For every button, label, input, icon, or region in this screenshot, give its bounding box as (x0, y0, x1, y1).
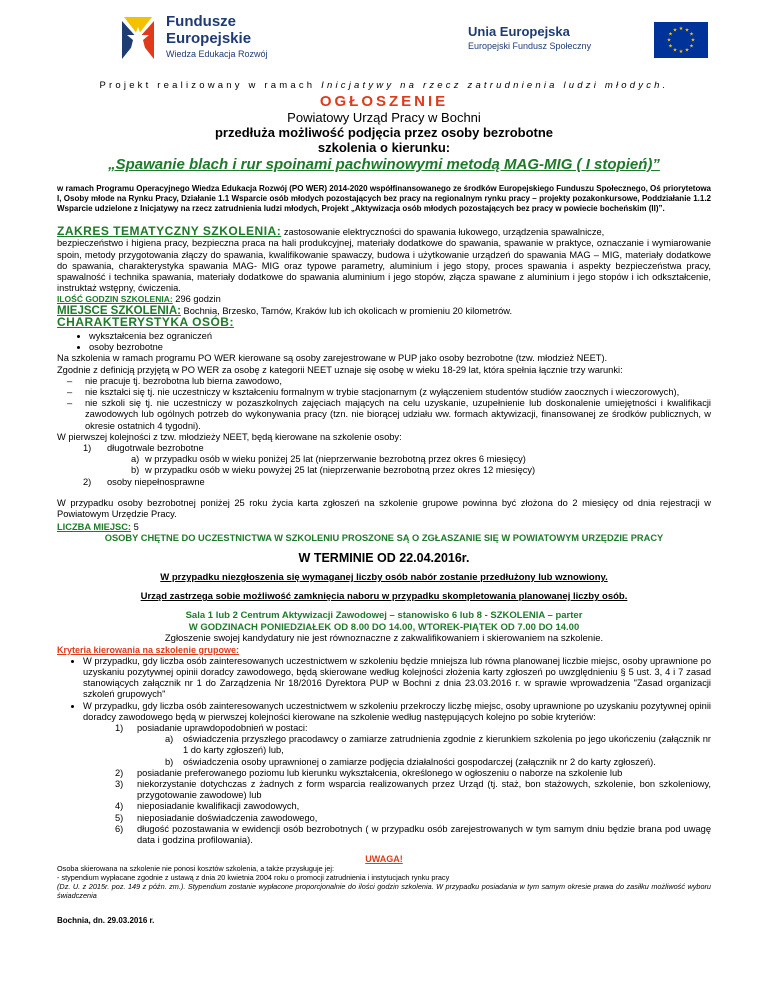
document-date: Bochnia, dn. 29.03.2016 r. (57, 915, 155, 925)
svg-text:★: ★ (684, 27, 690, 34)
svg-text:★: ★ (668, 43, 673, 50)
deadline: W TERMINIE OD 22.04.2016r. (298, 550, 470, 565)
fe-logo-line2: Europejskie (166, 30, 252, 47)
extension-line: przedłuża możliwość podjęcia przez osoby bezrobotne (214, 125, 554, 141)
extension-notice: W przypadku niezgłoszenia się wymaganej liczby osób nabór zostanie przedłużony lub wznowiony. (160, 571, 608, 583)
svg-text:★: ★ (668, 31, 673, 38)
apply-notice: OSOBY CHĘTNE DO UCZESTNICTWA W SZKOLENIU PROSZONE SĄ O ZGŁASZANIE SIĘ W POWIATOWYM URZĘDZIE PRACY (104, 533, 664, 544)
fundusze-europejskie-logo (118, 13, 288, 63)
list-item: – nie kształci się tj. nie uczestniczy w kształceniu formalnym w trybie stacjonarnym (z wyłączeniem studentów studiów zaocznych i wieczorowych), (85, 387, 711, 398)
hours-info: W GODZINACH PONIEDZIAŁEK OD 8.00 DO 14.00, WTOREK-PIĄTEK OD 7.00 DO 14.00 (188, 621, 580, 633)
attention-text-2b: (Dz. U. z 2015r. poz. 149 z późn. zm.). Stypendium zostanie wypłacone proporcjonalnie do ilości godzin szkolenia. W przypadku posiadania w tym samym okresie prawa do zasiłku możliwość wyboru świadczenia (57, 881, 711, 900)
criteria-sub-3: niekorzystanie dotychczas z żadnych z form wsparcia realizowanych przez Urząd (tj. staż, bon stażowych, szkolenie, bon szkoleniowy, przygotowanie zawodowe) lub (137, 778, 711, 801)
course-title: „Spawanie blach i rur spoinami pachwinowymi metodą MAG-MIG ( I stopień)” (108, 156, 660, 174)
svg-text:★: ★ (672, 47, 678, 54)
svg-text:★: ★ (678, 49, 684, 55)
project-line-a: Projekt realizowany w ramach (99, 80, 322, 91)
attention-text-1: Osoba skierowana na szkolenie nie ponosi kosztów szkolenia, a także przysługuje jej: (57, 864, 335, 874)
application-disclaimer: Zgłoszenie swojej kandydatury nie jest równoznaczne z zakwalifikowaniem i skierowaniem na szkolenie. (164, 633, 604, 645)
program-intro: w ramach Programu Operacyjnego Wiedza Edukacja Rozwój (PO WER) 2014-2020 współfinansowanego ze środków Europejskiego Funduszu Społecznego, Oś priorytetowa I, Osoby młode na Rynku Pracy, Działanie 1.1 Wsparcie osób młodych pozostających bez pracy na regionalnym rynku pracy – projekty pozakonkursowe, Poddziałanie 1.1.2 Wsparcie udzielone z Inicjatywy na rzecz zatrudnienia ludzi młodych, Projekt „Aktywizacja osób młodych pozostających bez pracy w powiecie bocheńskim (II)”. (57, 184, 711, 214)
neet-paragraph-1: Na szkolenia w ramach programu PO WER kierowane są osoby zarejestrowane w PUP jako osoby bezrobotne (tzw. młodzież NEET). (57, 353, 608, 364)
criteria-item-1: • W przypadku, gdy liczba osób zainteresowanych uczestnictwem w szkoleniu będzie mniejsza lub równa planowanej liczbie miejsc, osoby uprawnione po uzyskaniu pozytywnej opinii doradcy zawodowego, będą skierowane według kolejności złożenia karty zgłoszeń po uwzględnieniu § 5 ust. 3, 4 i 7 zasad stanowiących załącznik nr 1 do Zarządzenia Nr 18/2016 Dyrektora PUP w Bochni z dnia 23.03.2016 r. w sprawie wprowadzenia "Zasad organizacji szkoleń grupowych" (83, 656, 711, 701)
hours-heading: ILOŚĆ GODZIN SZKOLENIA: (57, 294, 173, 305)
neet-conditions-list (57, 376, 711, 432)
priority-item-1b: w przypadku osób w wieku powyżej 25 lat (nieprzerwanie bezrobotną przez okres 12 miesięcy) (145, 465, 536, 476)
svg-text:★: ★ (684, 47, 690, 54)
svg-text:★: ★ (690, 37, 696, 44)
place-heading: MIEJSCE SZKOLENIA: (57, 304, 181, 317)
svg-text:★: ★ (678, 26, 684, 32)
course-direction-label: szkolenia o kierunku: (317, 140, 451, 156)
priority-list: 1) długotrwale bezrobotne (83, 443, 204, 454)
scope-heading: ZAKRES TEMATYCZNY SZKOLENIA: (57, 224, 282, 239)
places-heading: LICZBA MIEJSC: (57, 522, 132, 533)
announcement-document: Projekt realizowany w ramach Inicjatywy na rzecz zatrudnienia ludzi młodych. OGŁOSZENIE Powiatowy Urząd Pracy w Bochni przedłuża możliwość podjęcia przez osoby bezrobotne szkolenia o kierunku: „Spawanie blach i rur spoinami pachwinowymi metodą MAG-MIG ( I stopień)” w ramach Programu Operacyjnego Wiedza Edukacja Rozwój (PO WER) 2014-2020 współfinansowanego ze środków Europejskiego Funduszu Społecznego, Oś priorytetowa I, Osoby młode na Rynku Pracy, Działanie 1.1 Wsparcie osób młodych pozostających bez pracy na regionalnym rynku pracy – projekty pozakonkursowe, Poddziałanie 1.1.2 Wsparcie udzielone z Inicjatywy na rzecz zatrudnienia ludzi młodych, Projekt „Aktywizacja osób młodych pozostających bez pracy w powiecie bocheńskim (II)”. ZAKRES TEMATYCZNY SZKOLENIA: zastosowanie elektryczności do spawania łukowego, urządzenia spawalnicze, bezpieczeństwo i higiena pracy, bezpieczna praca na hali produkcyjnej, materiały dodatkowe do spawania, spawanie w praktyce, oznaczanie i wymiarowanie spoin, metody przygotowania złączy do spawania, kwalifikowanie spawaczy, budowa i użytkowanie urządzeń do spawania MAG – MIG, materiały dodatkowe do spawania, charakterystyka spawania MAG- MIG oraz typowe parametry, aluminium i jego stopy, proces spawania i aspekty bezpieczeństwa pracy, spawalność i technika spawania, materiały dodatkowe do spawania aluminium i jego stopów, złącza spawane z aluminium i jego stopów i ich odkształcenie, instruktaż wstępny, ćwiczenia. ILOŚĆ GODZIN SZKOLENIA: 296 godzin MIEJSCE SZKOLENIA: Bochnia, Brzesko, Tarnów, Kraków lub ich okolicach w promieniu 20 kilometrów. CHARAKTERYSTYKA OSÓB: • wykształcenia bez ograniczeń • osoby bezrobotne Na szkolenia w ramach programu PO WER kierowane są osoby zarejestrowane w PUP jako osoby bezrobotne (tzw. młodzież NEET). Zgodnie z definicją przyjętą w PO WER za osobę z kategorii NEET uznaje się osobę w wieku 18-29 lat, która spełnia łącznie trzy warunki: – nie pracuje tj. bezrobotna lub bierna zawodowo, – nie kształci się tj. nie uczestniczy w kształceniu formalnym w trybie stacjonarnym (z wyłączeniem studentów studiów zaocznych i wieczorowych), – nie szkoli się tj. nie uczestniczy w pozaszkolnych zajęciach mających na celu uzyskanie, uzupełnienie lub doskonalenie umiejętności i kwalifikacji zawodowych lub ogólnych potrzeb do wykonywania pracy (tzn. nie biorącej udziału ww. formach aktywizacji, finansowanej ze środków publicznych, w okresie ostatnich 4 tygodni). W pierwszej kolejności z tzw. młodzieży NEET, będą kierowane na szkolenie osoby: 1) długotrwale bezrobotne a) w przypadku osób w wieku poniżej 25 lat (nieprzerwanie bezrobotną przez okres 6 miesięcy) b) w przypadku osób w wieku powyżej 25 lat (nieprzerwanie bezrobotną przez okres 12 miesięcy) 2) osoby niepełnosprawne W przypadku osoby bezrobotnej poniżej 25 roku życia karta zgłoszeń na szkolenie grupowe powinna być złożona do 2 miesięcy od dnia rejestracji w Powiatowym Urzędzie Pracy. LICZBA MIEJSC: 5 OSOBY CHĘTNE DO UCZESTNICTWA W SZKOLENIU PROSZONE SĄ O ZGŁASZANIE SIĘ W POWIATOWYM URZĘDZIE PRACY W TERMINIE OD 22.04.2016r. W przypadku niezgłoszenia się wymaganej liczby osób nabór zostanie przedłużony lub wznowiony. Urząd zastrzega sobie możliwość zamknięcia naboru w przypadku skompletowania planowanej liczby osób. Sala 1 lub 2 Centrum Aktywizacji Zawodowej – stanowisko 6 lub 8 - SZKOLENIA – parter W GODZINACH PONIEDZIAŁEK OD 8.00 DO 14.00, WTOREK-PIĄTEK OD 7.00 DO 14.00 Zgłoszenie swojej kandydatury nie jest równoznaczne z zakwalifikowaniem i skierowaniem na szkolenie. Kryteria kierowania na szkolenie grupowe: • W przypadku, gdy liczba osób zainteresowanych uczestnictwem w szkoleniu będzie mniejsza lub równa planowanej liczbie miejsc, osoby uprawnione po uzyskaniu pozytywnej opinii doradcy zawodowego, będą skierowane według kolejności złożenia karty zgłoszeń po uwzględnieniu § 5 ust. 3, 4 i 7 zasad stanowiących załącznik nr 1 do Zarządzenia Nr 18/2016 Dyrektora PUP w Bochni z dnia 23.03.2016 r. w sprawie wprowadzenia "Zasad organizacji szkoleń grupowych" • W przypadku, gdy liczba osób zainteresowanych uczestnictwem w szkoleniu przekroczy liczbę miejsc, osoby uprawnione po uzyskaniu pozytywnej opinii doradcy zawodowego będą w pierwszej kolejności kierowane na szkolenie według następujących kolejno po sobie kryteriów: 1) posiadanie uprawdopodobnień w postaci: a) oświadczenia przyszłego pracodawcy o zamiarze zatrudnienia zgodnie z kierunkiem szkolenia po jego ukończeniu (załącznik nr 1 do karty zgłoszeń) lub, b) oświadczenia osoby uprawnionej o zamiarze podjęcia działalności gospodarczej (załącznik nr 2 do karty zgłoszeń). 2) posiadanie preferowanego poziomu lub kierunku wykształcenia, określonego w ogłoszeniu o naborze na szkolenie lub 3) niekorzystanie dotychczas z żadnych z form wsparcia realizowanych przez Urząd (tj. staż, bon stażowych, szkolenie, bon szkoleniowy, przygotowanie zawodowe) lub 4) nieposiadanie kwalifikacji zawodowych, 5) nieposiadanie doświadczenia zawodowego, 6) długość pozostawania w ewidencji osób bezrobotnych ( w przypadku osób zarejestrowanych w tym samym dniu będzie brana pod uwagę data i godzina profilowania). UWAGA! Osoba skierowana na szkolenie nie ponosi kosztów szkolenia, a także przysługuje jej: - stypendium wypłacane zgodnie z ustawą z dnia 20 kwietnia 2004 roku o promocji zatrudnienia i instytucjach rynku pracy (Dz. U. z 2015r. poz. 149 z późn. zm.). Stypendium zostanie wypłacone proporcjonalnie do ilości godzin szkolenia. W przypadku posiadania w tym samym okresie prawa do zasiłku możliwość wyboru świadczenia Bochnia, dn. 29.03.2016 r. (57, 80, 711, 926)
criteria-sub-2: posiadanie preferowanego poziomu lub kierunku wykształcenia, określonego w ogłoszeniu o naborze na szkolenie lub (137, 767, 623, 778)
ue-logo-line1: Unia Europejska (468, 24, 570, 39)
page-header (0, 0, 768, 75)
criteria-heading: Kryteria kierowania na szkolenie grupowe: (57, 644, 240, 655)
project-line-b: Inicjatywy na rzecz zatrudnienia ludzi młodych. (321, 80, 669, 91)
svg-text:★: ★ (689, 43, 694, 50)
criteria-section: Kryteria kierowania na szkolenie grupowe: • W przypadku, gdy liczba osób zainteresowanych uczestnictwem w szkoleniu będzie mniejsza lub równa planowanej liczbie miejsc, osoby uprawnione po uzyskaniu pozytywnej opinii doradcy zawodowego, będą skierowane według kolejności złożenia karty zgłoszeń po uwzględnieniu § 5 ust. 3, 4 i 7 zasad stanowiących załącznik nr 1 do Zarządzenia Nr 18/2016 Dyrektora PUP w Bochni z dnia 23.03.2016 r. w sprawie wprowadzenia "Zasad organizacji szkoleń grupowych" • W przypadku, gdy liczba osób zainteresowanych uczestnictwem w szkoleniu przekroczy liczbę miejsc, osoby uprawnione po uzyskaniu pozytywnej opinii doradcy zawodowego będą w pierwszej kolejności kierowane na szkolenie według następujących kolejno po sobie kryteriów: 1) posiadanie uprawdopodobnień w postaci: a) oświadczenia przyszłego pracodawcy o zamiarze zatrudnienia zgodnie z kierunkiem szkolenia po jego ukończeniu (załącznik nr 1 do karty zgłoszeń) lub, b) oświadczenia osoby uprawnionej o zamiarze podjęcia działalności gospodarczej (załącznik nr 2 do karty zgłoszeń). 2) posiadanie preferowanego poziomu lub kierunku wykształcenia, określonego w ogłoszeniu o naborze na szkolenie lub 3) niekorzystanie dotychczas z żadnych z form wsparcia realizowanych przez Urząd (tj. staż, bon stażowych, szkolenie, bon szkoleniowy, przygotowanie zawodowe) lub 4) nieposiadanie kwalifikacji zawodowych, 5) nieposiadanie doświadczenia zawodowego, 6) długość pozostawania w ewidencji osób bezrobotnych ( w przypadku osób zarejestrowanych w tym samym dniu będzie brana pod uwagę data i godzina profilowania). (57, 645, 711, 847)
priority-item-1: długotrwale bezrobotne (107, 443, 204, 454)
svg-text:★: ★ (689, 31, 694, 38)
hours-value: 296 godzin (172, 294, 221, 305)
project-line (57, 80, 711, 91)
list-item: • osoby bezrobotne (89, 342, 711, 353)
criteria-sub-1a: oświadczenia przyszłego pracodawcy o zamiarze zatrudnienia zgodnie z kierunkiem szkolenia po jego ukończeniu (załącznik nr 1 do karty zgłoszeń) lub, (183, 734, 711, 756)
scope-paragraph-first (57, 226, 711, 238)
neet-paragraph-2: Zgodnie z definicją przyjętą w PO WER za osobę z kategorii NEET uznaje się osobę w wieku 18-29 lat, która spełnia łącznie trzy warunki: (57, 364, 623, 375)
fe-logo-line1: Fundusze (166, 13, 236, 30)
attention-heading: UWAGA! (365, 854, 403, 865)
place-value: Bochnia, Brzesko, Tarnów, Kraków lub ich okolicach w promieniu 20 kilometrów. (180, 305, 513, 316)
fe-logo-line3: Wiedza Edukacja Rozwój (166, 49, 268, 59)
list-item: – nie pracuje tj. bezrobotna lub bierna zawodowo, (85, 376, 711, 387)
closing-notice: Urząd zastrzega sobie możliwość zamknięcia naboru w przypadku skompletowania planowanej liczby osób. (140, 591, 628, 603)
priority-paragraph: W pierwszej kolejności z tzw. młodzieży NEET, będą kierowane na szkolenie osoby: (57, 431, 402, 442)
application-card-paragraph: W przypadku osoby bezrobotnej poniżej 25 roku życia karta zgłoszeń na szkolenie grupowe powinna być złożona do 2 miesięcy od dnia rejestracji w Powiatowym Urzędzie Pracy. (57, 497, 711, 520)
places-value: 5 (131, 522, 139, 533)
criteria-sub-5: nieposiadanie doświadczenia zawodowego, (137, 812, 318, 823)
criteria-sub-1: posiadanie uprawdopodobnień w postaci: (137, 722, 308, 733)
list-item: • wykształcenia bez ograniczeń (89, 331, 711, 342)
office-name: Powiatowy Urząd Pracy w Bochni (287, 110, 481, 126)
characteristics-list (57, 331, 711, 353)
ue-logo-line2: Europejski Fundusz Społeczny (468, 41, 592, 51)
svg-text:★: ★ (666, 37, 672, 44)
eu-flag-icon (654, 22, 708, 58)
svg-text:★: ★ (672, 27, 678, 34)
criteria-item-2: • W przypadku, gdy liczba osób zainteresowanych uczestnictwem w szkoleniu przekroczy liczbę miejsc, osoby uprawnione po uzyskaniu pozytywnej opinii doradcy zawodowego będą w pierwszej kolejności kierowane na szkolenie według następujących kolejno po sobie kryteriów: (83, 701, 711, 723)
criteria-sub-4: nieposiadanie kwalifikacji zawodowych, (137, 801, 300, 812)
priority-item-2: osoby niepełnosprawne (107, 476, 205, 487)
criteria-sub-1b: oświadczenia osoby uprawnionej o zamiarze podjęcia działalności gospodarczej (załącznik nr 2 do karty zgłoszeń). (183, 756, 656, 767)
criteria-sub-6: długość pozostawania w ewidencji osób bezrobotnych ( w przypadku osób zarejestrowanych w tym samym dniu będzie brana pod uwagę data i godzina profilowania). (137, 823, 711, 845)
announcement-title: OGŁOSZENIE (319, 93, 449, 111)
priority-item-1a: w przypadku osób w wieku poniżej 25 lat (nieprzerwanie bezrobotną przez okres 6 miesięcy) (145, 454, 526, 465)
fe-star-icon (118, 13, 158, 63)
unia-europejska-logo (468, 24, 708, 64)
room-info: Sala 1 lub 2 Centrum Aktywizacji Zawodowej – stanowisko 6 lub 8 - SZKOLENIA – parter (185, 610, 583, 622)
attention-text-2a: - stypendium wypłacane zgodnie z ustawą z dnia 20 kwietnia 2004 roku o promocji zatrudnienia i instytucjach rynku pracy (57, 873, 450, 883)
list-item: – nie szkoli się tj. nie uczestniczy w pozaszkolnych zajęciach mających na celu uzyskanie, uzupełnienie lub doskonalenie umiejętności i kwalifikacji zawodowych lub ogólnych potrzeb do wykonywania pracy (tzn. nie biorącej udziału ww. formach aktywizacji, finansowanej ze środków publicznych, w okresie ostatnich 4 tygodni). (85, 398, 711, 432)
scope-text-a: zastosowanie elektryczności do spawania łukowego, urządzenia spawalnicze, (281, 227, 605, 238)
characteristics-heading: CHARAKTERYSTYKA OSÓB: (57, 314, 234, 329)
scope-text-b: bezpieczeństwo i higiena pracy, bezpieczna praca na hali produkcyjnej, materiały dodatkowe do spawania, spawanie w praktyce, oznaczanie i wymiarowanie spoin, metody przygotowania złączy do spawania, kwalifikowanie spawaczy, budowa i użytkowanie urządzeń do spawania MAG – MIG, materiały dodatkowe do spawania, charakterystyka spawania MAG- MIG oraz typowe parametry, aluminium i jego stopy, proces spawania i aspekty bezpieczeństwa pracy, spawalność i technika spawania, materiały dodatkowe do spawania aluminium i jego stopów, złącza spawane z aluminium i jego stopów i ich odkształcenie, instruktaż wstępny, ćwiczenia. (57, 238, 711, 294)
